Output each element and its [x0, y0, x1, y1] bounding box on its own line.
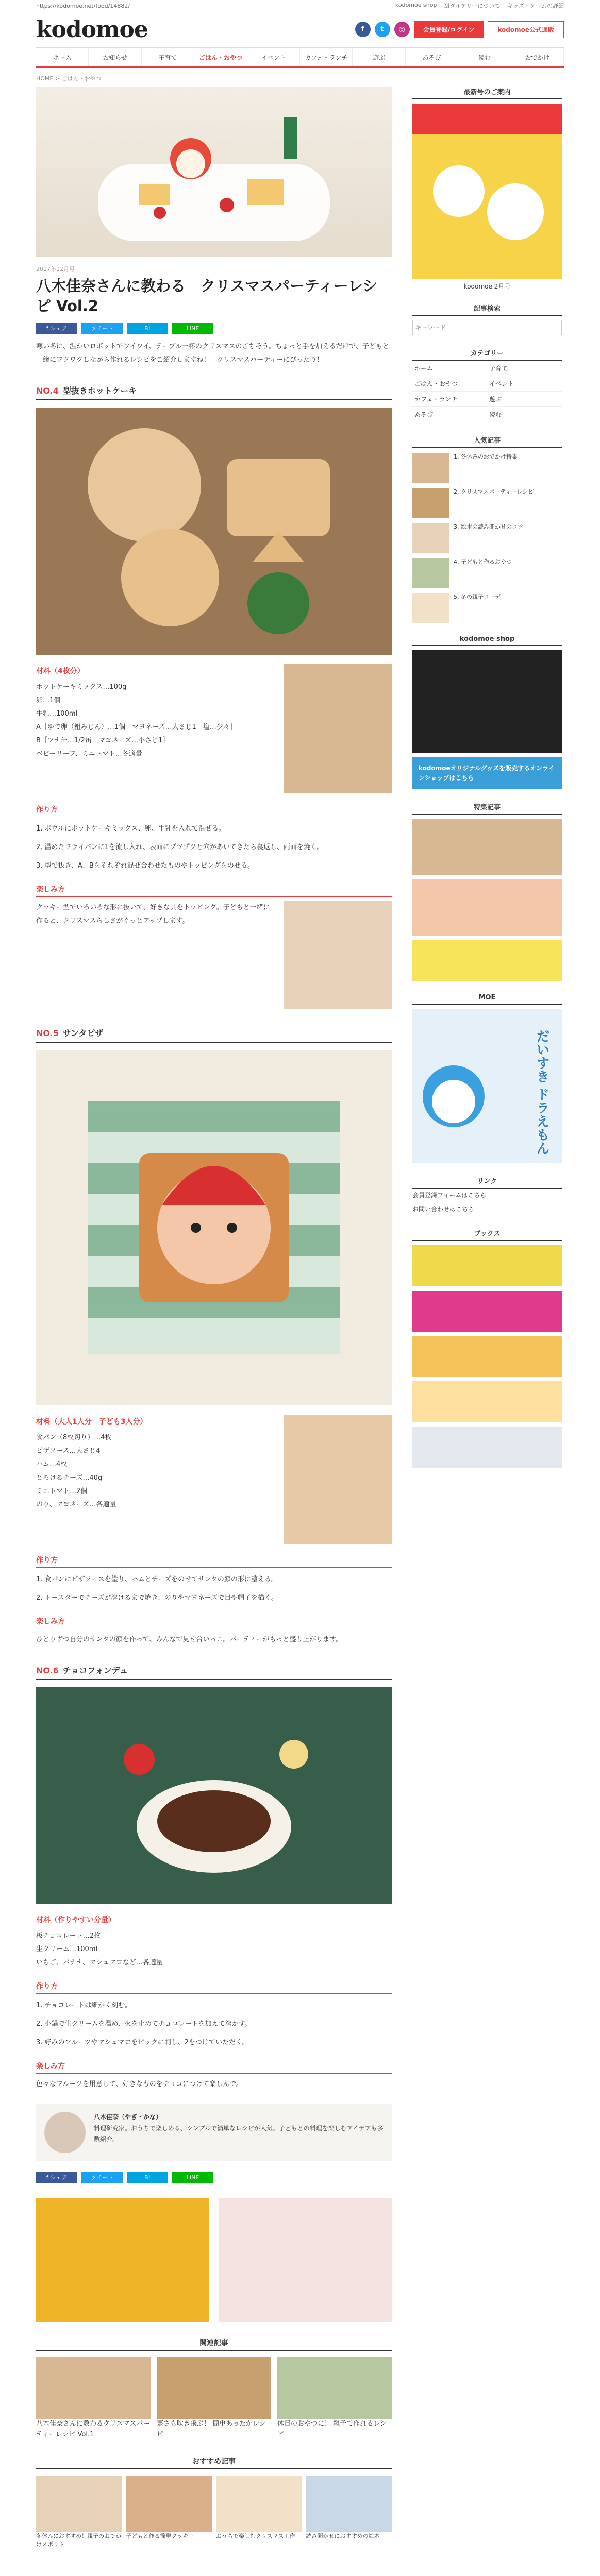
author-name: 八木佳奈（やぎ・かな） [94, 2113, 162, 2121]
ingredient-item: のり、マヨネーズ…各適量 [36, 1501, 116, 1509]
ranking-item[interactable] [412, 523, 562, 553]
category-item[interactable]: 遊ぶ [487, 392, 562, 407]
recommend-title[interactable]: 子どもと作る簡単クッキー [126, 2532, 194, 2539]
category-item[interactable]: 読む [487, 407, 562, 422]
related-title[interactable]: 休日のおやつに！ 親子で作れるレシピ [277, 2420, 387, 2439]
register-button[interactable]: 会員登録/ログイン [414, 21, 484, 38]
hero-illustration [36, 87, 392, 257]
ingredient-item: ハム…4枚 [36, 1461, 68, 1469]
tip-text: クッキー型でいろいろな形に抜いて、好きな具をトッピング。子どもと一緒に作ると、クリスマスらしさがぐっとアップします。 [36, 904, 270, 925]
ingredients-list [36, 1415, 273, 1544]
site-logo[interactable]: kodomoe [36, 16, 148, 43]
links-heading: リンク [412, 1176, 562, 1189]
magazine-caption: kodomoe 2月号 [463, 283, 511, 290]
ingredient-item: B［ツナ缶…1/2缶 マヨネーズ…小さじ1］ [36, 737, 170, 745]
recipe-heading [36, 1027, 392, 1043]
recipe-photo [36, 408, 392, 655]
category-item[interactable]: 子育て [487, 361, 562, 376]
share-line-button[interactable]: LINE [172, 2172, 213, 2183]
book-banner[interactable] [412, 1427, 562, 1468]
recipe-heading [36, 384, 392, 400]
ranking-title[interactable]: 1. 冬休みのおでかけ特集 [454, 453, 518, 460]
shop-banner[interactable]: kodomoeオリジナルグッズを販売するオンラインショップはこちら [412, 757, 562, 789]
category-list [412, 361, 562, 422]
recipe-photo [36, 1687, 392, 1904]
shop-heading: kodomoe shop [412, 635, 562, 646]
step-item: 3. 好みのフルーツやマシュマロをピックに刺し、2をつけていただく。 [36, 2039, 249, 2047]
tip-title: 楽しみ方 [36, 2061, 392, 2074]
book-banner[interactable] [412, 1245, 562, 1286]
hero-image [36, 87, 392, 257]
ingredient-item: 食パン（8枚切り）…4枚 [36, 1434, 112, 1442]
topbar-link-diary[interactable]: Ｍダイアリーについて [444, 3, 501, 9]
recommend-item[interactable] [306, 2476, 392, 2549]
feature-heading: 特集記事 [412, 802, 562, 815]
recipe-name: 型抜きホットケーキ [62, 386, 137, 396]
ingredients-title: 材料（大人1人分 子ども3人分） [36, 1418, 147, 1427]
cover-illustration [412, 104, 562, 279]
ingredient-item: とろけるチーズ…40g [36, 1474, 103, 1482]
ad-row [36, 2198, 392, 2322]
links-list [412, 1189, 562, 1216]
nav-item-read[interactable]: 読む [458, 48, 511, 66]
search-input[interactable] [412, 320, 562, 335]
twitter-icon[interactable]: t [375, 22, 390, 37]
related-title[interactable]: 八木佳奈さんに教わるクリスマスパーティーレシピ Vol.1 [36, 2420, 150, 2439]
ad-banner[interactable] [219, 2198, 392, 2322]
feature-banner[interactable] [412, 819, 562, 875]
nav-item-news[interactable]: お知らせ [89, 48, 141, 66]
nav-item-food[interactable]: ごはん・おやつ [194, 48, 247, 66]
topbar-link-game[interactable]: キッズ・ゲームの詳細 [507, 3, 564, 9]
author-box [36, 2104, 392, 2161]
moe-heading: MOE [412, 994, 562, 1005]
shop-product-image[interactable] [412, 650, 562, 753]
pancake-illustration [36, 408, 392, 655]
search-heading: 記事検索 [412, 303, 562, 316]
ingredient-item: ベビーリーフ、ミニトマト…各適量 [36, 750, 142, 758]
ingredients-list [36, 664, 273, 793]
step-item: 2. トースターでチーズが溶けるまで焼き、のりやマヨネーズで目や帽子を描く。 [36, 1594, 278, 1602]
related-heading: 関連記事 [36, 2337, 392, 2351]
avatar [44, 2112, 86, 2153]
tip-title: 楽しみ方 [36, 884, 392, 897]
article-title: 八木佳奈さんに教わる クリスマスパーティーレシピ Vol.2 [36, 277, 378, 315]
share-line-button[interactable]: LINE [172, 323, 213, 334]
moe-banner-text: だいすき ドラえもん [534, 1029, 549, 1155]
nav-item-cafe[interactable]: カフェ・ランチ [300, 48, 353, 66]
step-item: 1. 食パンにピザソースを塗り、ハムとチーズをのせてサンタの顔の形に整える。 [36, 1575, 278, 1584]
related-item[interactable] [277, 2357, 392, 2441]
recipe-sub-photo [284, 1415, 392, 1544]
ingredient-item: いちご、バナナ、マシュマロなど…各適量 [36, 1959, 163, 1967]
ingredient-item: 卵…1個 [36, 697, 61, 705]
ranking-heading: 人気記事 [412, 435, 562, 448]
step-item: 2. 温めたフライパンに1を流し入れ、表面にプツプツと穴があいてきたら裏返し、両面を焼く。 [36, 843, 324, 852]
ingredient-item: ミニトマト…2個 [36, 1487, 88, 1496]
moe-illustration [412, 1009, 490, 1163]
feature-banner[interactable] [412, 879, 562, 936]
ingredient-item: ピザソース…大さじ4 [36, 1447, 101, 1455]
recommend-title[interactable]: 読み聞かせにおすすめの絵本 [306, 2532, 380, 2539]
steps-title: 作り方 [36, 804, 392, 817]
recommend-item[interactable] [216, 2476, 302, 2549]
share-facebook-button[interactable]: f シェア [36, 2172, 77, 2183]
tip-title: 楽しみ方 [36, 1616, 392, 1629]
step-item: 2. 小鍋で生クリームを温め、火を止めてチョコレートを加えて溶かす。 [36, 2020, 252, 2028]
nav-item-parenting[interactable]: 子育て [142, 48, 194, 66]
moe-banner[interactable] [412, 1009, 562, 1163]
magazine-cover[interactable] [412, 104, 562, 279]
recommend-heading: おすすめ記事 [36, 2456, 392, 2469]
breadcrumb[interactable]: HOME > ごはん・おやつ [36, 75, 102, 82]
category-heading: カテゴリー [412, 348, 562, 361]
share-facebook-button[interactable]: f シェア [36, 323, 77, 334]
site-header [0, 11, 600, 47]
ingredient-item: 生クリーム…100ml [36, 1945, 98, 1954]
book-banner[interactable] [412, 1291, 562, 1332]
recipe-photo [36, 1050, 392, 1405]
nav-item-home[interactable]: ホーム [36, 48, 89, 66]
article-lead: 寒い冬に、温かいロボットでワイワイ、テーブル一杯のクリスマスのごちそう。ちょっと手を加えるだけで、子どもと一緒にワクワクしながら作れるレシピをご紹介しますね！ クリスマスパーティーにぴったり！ [36, 343, 390, 364]
recipe-sub-photo [284, 664, 392, 793]
topbar-url: https://kodomoe.net/food/14882/ [36, 2, 130, 9]
fondue-illustration [36, 1687, 392, 1904]
share-twitter-button[interactable]: ツイート [81, 2172, 123, 2183]
recommend-title[interactable]: 冬休みにおすすめ！親子のおでかけスポット [36, 2532, 121, 2548]
step-item: 1. ボウルにホットケーキミックス、卵、牛乳を入れて混ぜる。 [36, 825, 225, 833]
ingredients-title: 材料（4枚分） [36, 667, 85, 676]
recommend-list [36, 2476, 392, 2549]
step-item: 3. 型で抜き、A、Bをそれぞれ混ぜ合わせたものやトッピングをのせる。 [36, 862, 254, 870]
category-item[interactable]: あそび [412, 407, 487, 422]
ranking-title[interactable]: 4. 子どもと作るおやつ [454, 558, 512, 565]
article-date: 2017年12月号 [36, 266, 75, 273]
books-heading: ブックス [412, 1228, 562, 1241]
ranking-title[interactable]: 5. 冬の親子コーデ [454, 594, 501, 600]
tip-photo [284, 901, 392, 1009]
ranking-item[interactable] [412, 488, 562, 518]
related-item[interactable] [157, 2357, 271, 2441]
recipe-name: サンタピザ [62, 1028, 104, 1039]
recipe-heading [36, 1664, 392, 1680]
recommend-title[interactable]: おうちで楽しむクリスマス工作 [216, 2532, 295, 2539]
nav-item-event[interactable]: イベント [247, 48, 300, 66]
book-banner[interactable] [412, 1336, 562, 1377]
ad-banner[interactable] [36, 2198, 209, 2322]
article-main [36, 83, 392, 2549]
feature-banner[interactable] [412, 940, 562, 981]
topbar-link-shop[interactable]: kodomoe shop [395, 2, 437, 8]
share-bar-bottom [36, 2172, 392, 2183]
recipe-number: NO.4 [36, 386, 59, 396]
nav-item-outing[interactable]: おでかけ [511, 48, 564, 66]
ranking-item[interactable] [412, 453, 562, 483]
share-bar [36, 323, 392, 334]
topbar [0, 0, 600, 11]
step-item: 1. チョコレートは細かく刻む。 [36, 2002, 132, 2010]
instagram-icon[interactable]: ◎ [394, 22, 410, 37]
share-hatena-button[interactable]: B! [127, 323, 168, 334]
tip-text: 色々なフルーツを用意して、好きなものをチョコにつけて楽しんで。 [36, 2080, 243, 2089]
related-title[interactable]: 寒さも吹き飛ぶ！ 簡単あったかレシピ [157, 2420, 266, 2439]
related-item[interactable] [36, 2357, 151, 2441]
sidebar-link[interactable]: 会員登録フォームはこちら [412, 1192, 487, 1199]
category-item[interactable]: イベント [487, 376, 562, 392]
category-item[interactable]: カフェ・ランチ [412, 392, 487, 407]
recommend-item[interactable] [36, 2476, 122, 2549]
ranking-item[interactable] [412, 593, 562, 623]
ingredient-item: ホットケーキミックス…100g [36, 683, 127, 691]
ranking-title[interactable]: 2. クリスマスパーティーレシピ [454, 488, 534, 495]
facebook-icon[interactable]: f [355, 22, 371, 37]
category-item[interactable]: ごはん・おやつ [412, 376, 487, 392]
ingredient-item: 板チョコレート…2枚 [36, 1932, 101, 1940]
category-item[interactable]: ホーム [412, 361, 487, 376]
share-hatena-button[interactable]: B! [127, 2172, 168, 2183]
steps-title: 作り方 [36, 1555, 392, 1568]
recommend-item[interactable] [126, 2476, 212, 2549]
sidebar [412, 83, 562, 2549]
ingredient-item: 牛乳…100ml [36, 710, 78, 718]
related-list [36, 2357, 392, 2441]
nav-item-asobi[interactable]: あそび [406, 48, 458, 66]
sidebar-link[interactable]: お問い合わせはこちら [412, 1205, 475, 1213]
global-nav [36, 47, 564, 68]
nav-item-play[interactable]: 遊ぶ [353, 48, 405, 66]
book-banner[interactable] [412, 1381, 562, 1422]
author-bio: 料理研究家。おうちで楽しめる、シンプルで簡単なレシピが人気。子どもとの料理を楽しむアイデアも多数紹介。 [94, 2124, 384, 2143]
recipe-number: NO.6 [36, 1666, 59, 1676]
steps-title: 作り方 [36, 1981, 392, 1994]
ranking-title[interactable]: 3. 絵本の読み聞かせのコツ [454, 523, 523, 530]
ingredients-list [36, 1913, 392, 1970]
ingredients-title: 材料（作りやすい分量） [36, 1916, 115, 1925]
ranking-item[interactable] [412, 558, 562, 588]
recipe-name: チョコフォンデュ [62, 1666, 128, 1676]
share-twitter-button[interactable]: ツイート [81, 323, 123, 334]
magazine-heading: 最新号のご案内 [412, 87, 562, 99]
recipe-number: NO.5 [36, 1028, 59, 1039]
ingredient-item: A［ゆで卵（粗みじん）…1個 マヨネーズ…大さじ1 塩…少々］ [36, 723, 237, 732]
tip-text: ひとりずつ自分のサンタの顔を作って、みんなで見せ合いっこ。パーティーがもっと盛り上がります。 [36, 1636, 343, 1644]
pizza-illustration [36, 1050, 392, 1405]
shop-button[interactable]: kodomoe公式通販 [488, 21, 564, 38]
